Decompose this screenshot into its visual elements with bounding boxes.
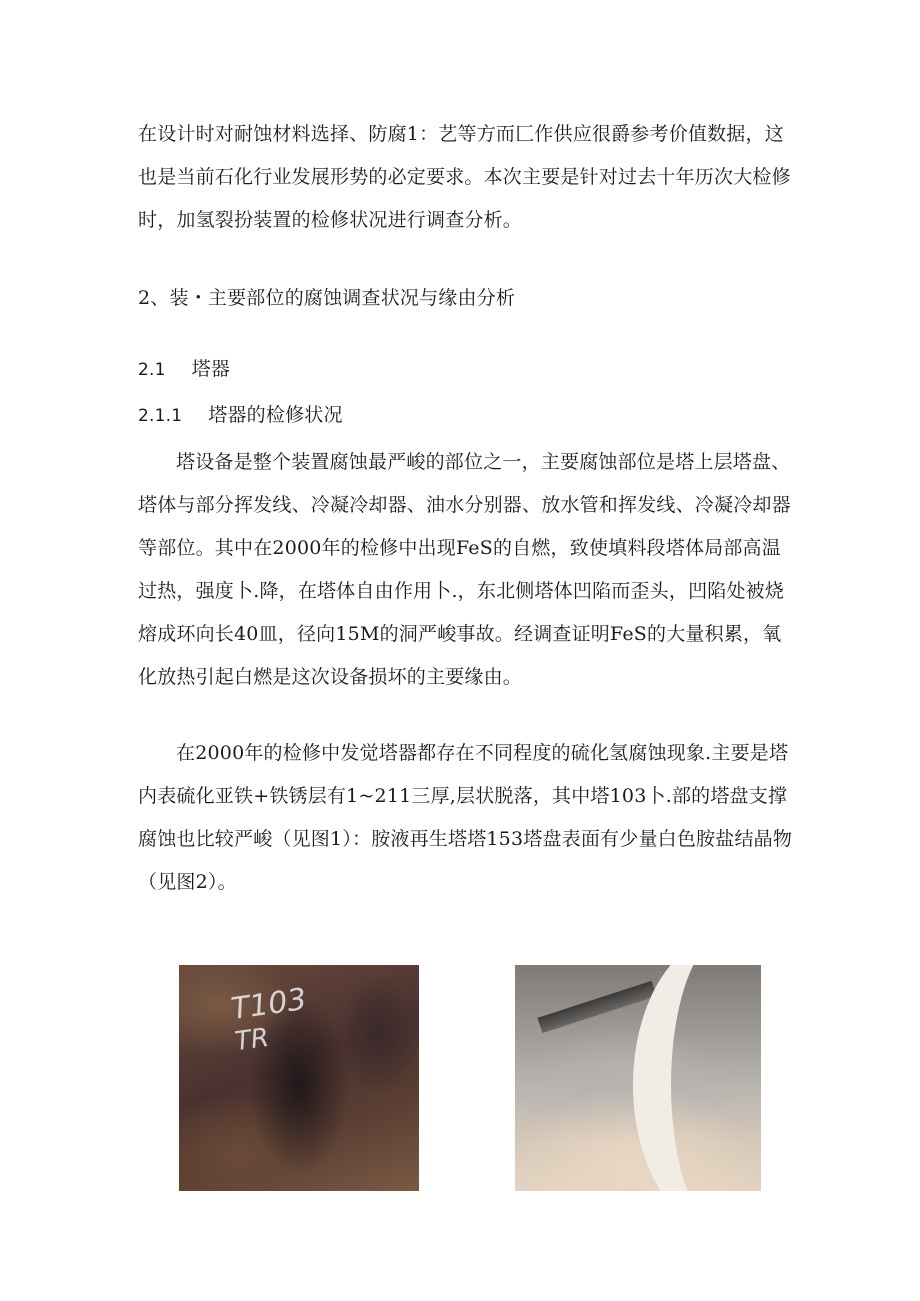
section-title: 塔器的检修状况 — [208, 404, 343, 426]
chalk-marking: TR — [233, 1022, 271, 1058]
intro-paragraph: 在设计时对耐蚀材料选择、防腐1：艺等方而匚作供应很爵参考价值数据，这也是当前石化行业发展形势的必定要求。本次主要是针对过去十年历次大检修时，加氢裂扮装置的检修状况进行调查分析。 — [138, 123, 791, 231]
body-paragraph-tower-inspection: 塔设备是整个装置腐蚀最严峻的部位之一，主要腐蚀部位是塔上层塔盘、塔体与部分挥发线、冷凝冷却器、油水分别器、放水管和挥发线、冷凝冷却器等部位。其中在2000年的检修中出现FeS的自燃，致使填料段塔体局部高温过热，强度卜.降，在塔体自由作用卜.，东北侧塔体凹陷而歪头，凹陷处被烧熔成环向长40皿，径向15M的洞严峻事故。经调查证明FeS的大量积累，氧化放热引起白燃是这次设备损坏的主要缘由。 — [138, 451, 791, 688]
section-title: 塔器 — [191, 358, 231, 380]
tray-support-bar — [537, 981, 656, 1033]
section-number: 2.1 — [138, 360, 166, 380]
figure-2-photo — [515, 965, 761, 1191]
section-heading-2-1-1 — [138, 394, 798, 438]
tower-wall-arc — [633, 965, 761, 1191]
chalk-marking: T103 — [228, 981, 309, 1028]
figure-1-photo — [179, 965, 419, 1191]
body-paragraph-h2s-corrosion: 在2000年的检修中发觉塔器都存在不同程度的硫化氢腐蚀现象.主要是塔内表硫化亚铁+铁锈层有1~211三厚,层状脱落，其中塔103卜.部的塔盘支撑腐蚀也比较严峻（见图1）：胺液再生塔塔153塔盘表面有少量白色胺盐结晶物（见图2）。 — [138, 742, 793, 893]
section-heading-2: 2、装・主要部位的腐蚀调查状况与缘由分析 — [138, 287, 516, 309]
section-heading-2-1 — [138, 348, 798, 392]
section-number: 2.1.1 — [138, 406, 183, 426]
